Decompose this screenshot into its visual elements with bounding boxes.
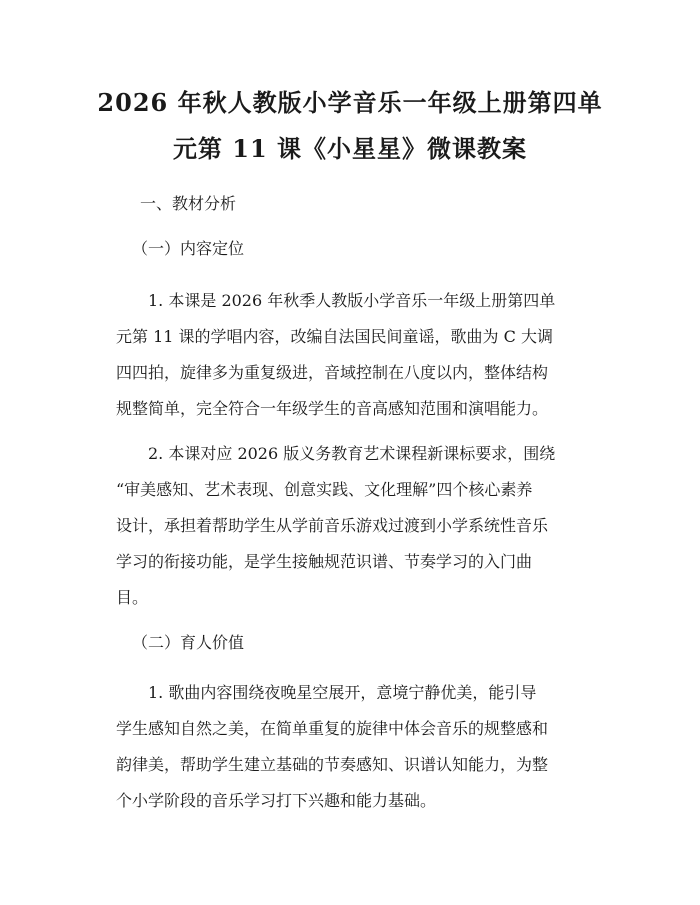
paragraph-2-line-1: 2. 本课对应 2026 版义务教育艺术课程新课标要求，围绕: [148, 444, 556, 463]
paragraph-3-line-1: 1. 歌曲内容围绕夜晚星空展开，意境宁静优美，能引导: [148, 683, 537, 702]
paragraph-2-line-3: 设计，承担着帮助学生从学前音乐游戏过渡到小学系统性音乐: [116, 516, 549, 535]
paragraph-2-line-5: 目。: [116, 588, 149, 607]
subsection-heading-content-positioning: （一）内容定位: [132, 239, 245, 258]
document-title-line-2: 元第 11 课《小星星》微课教案: [172, 134, 528, 163]
subsection-heading-educational-value: （二）育人价值: [132, 633, 245, 652]
paragraph-2-line-2: “审美感知、艺术表现、创意实践、文化理解”四个核心素养: [116, 480, 533, 499]
paragraph-1-line-4: 规整简单，完全符合一年级学生的音高感知范围和演唱能力。: [116, 399, 549, 418]
paragraph-2-line-4: 学习的衔接功能，是学生接触规范识谱、节奏学习的入门曲: [116, 552, 533, 571]
paragraph-1-line-1: 1. 本课是 2026 年秋季人教版小学音乐一年级上册第四单: [148, 291, 556, 310]
paragraph-3-line-4: 个小学阶段的音乐学习打下兴趣和能力基础。: [116, 791, 437, 810]
section-heading-textbook-analysis: 一、教材分析: [140, 194, 237, 213]
paragraph-3-line-3: 韵律美，帮助学生建立基础的节奏感知、识谱认知能力，为整: [116, 755, 549, 774]
paragraph-1-line-2: 元第 11 课的学唱内容，改编自法国民间童谣，歌曲为 C 大调: [116, 327, 553, 346]
document-title-line-1: 2026 年秋人教版小学音乐一年级上册第四单: [97, 88, 603, 117]
paragraph-1-line-3: 四四拍，旋律多为重复级进，音域控制在八度以内，整体结构: [116, 363, 549, 382]
paragraph-3-line-2: 学生感知自然之美，在简单重复的旋律中体会音乐的规整感和: [116, 719, 549, 738]
